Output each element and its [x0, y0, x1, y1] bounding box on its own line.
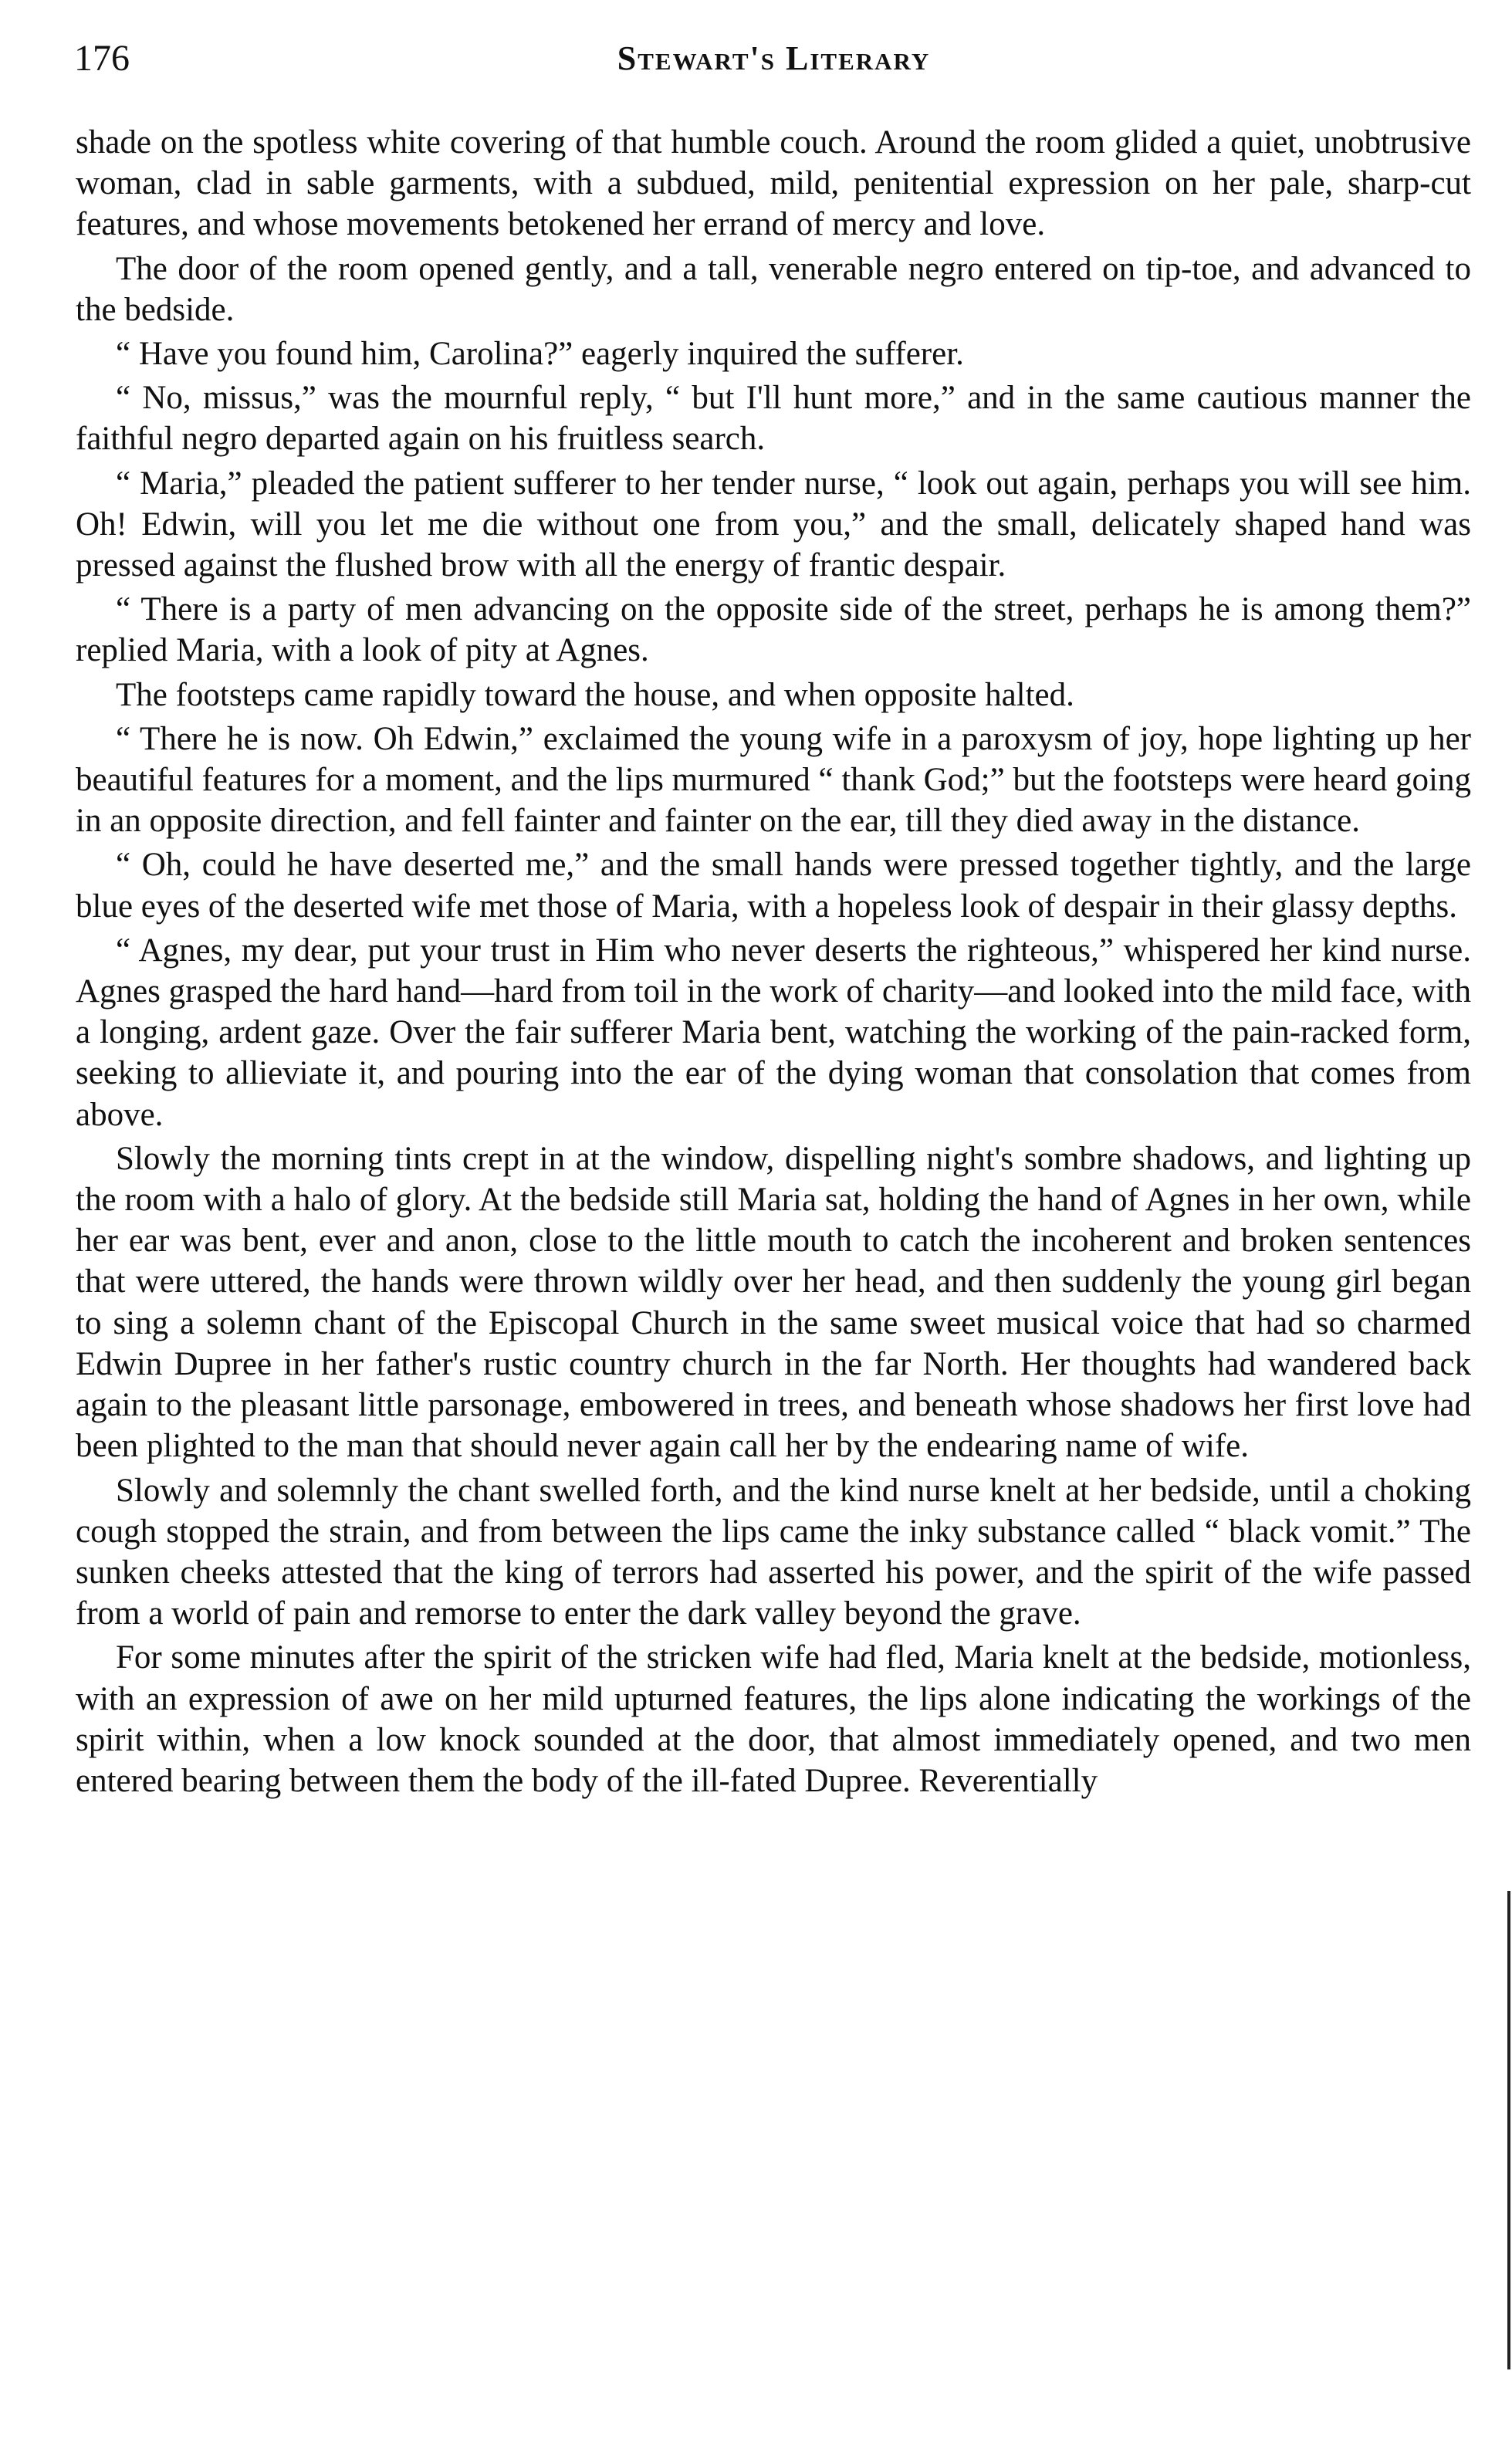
running-head [74, 37, 1473, 80]
paragraph-10: “ Agnes, my dear, put your trust in Him who never deserts the righteous,” whispered her kind nurse. Agnes grasped the hard hand—hard from toil in the work of charity—and looked into the mild face, with a longing, ardent gaze. Over the fair sufferer Maria bent, watching the working of the pain-racked form, seeking to allieviate it, and pouring into the ear of the dying woman that consolation that comes from above. [76, 932, 1471, 1133]
page-edge-shadow [1507, 1891, 1510, 2369]
paragraph-2: The door of the room opened gently, and a tall, venerable negro entered on tip-toe, and advanced to the bedside. [76, 250, 1471, 328]
paragraph-4: “ No, missus,” was the mournful reply, “ but I'll hunt more,” and in the same cautious manner the faithful negro departed again on his fruitless search. [76, 380, 1471, 458]
paragraph-1: shade on the spotless white covering of that humble couch. Around the room glided a quiet, unobtrusive woman, clad in sable garments, with a subdued, mild, penitential expression on her pale, sharp-cut features, and whose movements betokened her errand of mercy and love. [76, 124, 1471, 243]
paragraph-8: “ There he is now. Oh Edwin,” exclaimed the young wife in a paroxysm of joy, hope lighting up her beautiful features for a moment, and the lips murmured “ thank God;” but the footsteps were heard going in an opposite direction, and fell fainter and fainter on the ear, till they died away in the distance. [76, 720, 1471, 840]
paragraph-6: “ There is a party of men advancing on the opposite side of the street, perhaps he is among them?” replied Maria, with a look of pity at Agnes. [76, 591, 1471, 669]
paragraph-9: “ Oh, could he have deserted me,” and the small hands were pressed together tightly, and the large blue eyes of the deserted wife met those of Maria, with a hopeless look of despair in their glassy depths. [76, 847, 1471, 925]
running-title: Stewart's Literary [617, 39, 931, 77]
paragraph-3: “ Have you found him, Carolina?” eagerly inquired the sufferer. [116, 336, 964, 373]
body-text [76, 122, 1471, 1804]
paragraph-7: The footsteps came rapidly toward the house, and when opposite halted. [116, 676, 1074, 713]
paragraph-13: For some minutes after the spirit of the stricken wife had fled, Maria knelt at the bedside, motionless, with an expression of awe on her mild upturned features, the lips alone indicating the workings of the spirit within, when a low knock sounded at the door, that almost immediately opened, and two men entered bearing between them the body of the ill-fated Dupree. Reverentially [76, 1639, 1471, 1799]
paragraph-11: Slowly the morning tints crept in at the window, dispelling night's sombre shadows, and lighting up the room with a halo of glory. At the bedside still Maria sat, holding the hand of Agnes in her own, while her ear was bent, ever and anon, close to the little mouth to catch the incoherent and broken sentences that were uttered, the hands were thrown wildly over her head, and then suddenly the young girl began to sing a solemn chant of the Episcopal Church in the same sweet musical voice that had so charmed Edwin Dupree in her father's rustic country church in the far North. Her thoughts had wandered back again to the pleasant little parsonage, embowered in trees, and beneath whose shadows her first love had been plighted to the man that should never again call her by the endearing name of wife. [76, 1140, 1471, 1465]
paragraph-12: Slowly and solemnly the chant swelled forth, and the kind nurse knelt at her bedside, until a choking cough stopped the strain, and from between the lips came the inky substance called “ black vomit.” The sunken cheeks attested that the king of terrors had asserted his power, and the spirit of the wife passed from a world of pain and remorse to enter the dark valley beyond the grave. [76, 1472, 1471, 1632]
paragraph-5: “ Maria,” pleaded the patient sufferer to her tender nurse, “ look out again, perhaps you will see him. Oh! Edwin, will you let me die without one from you,” and the small, delicately shaped hand was pressed against the flushed brow with all the energy of frantic despair. [76, 465, 1471, 584]
page-number: 176 [74, 38, 130, 79]
